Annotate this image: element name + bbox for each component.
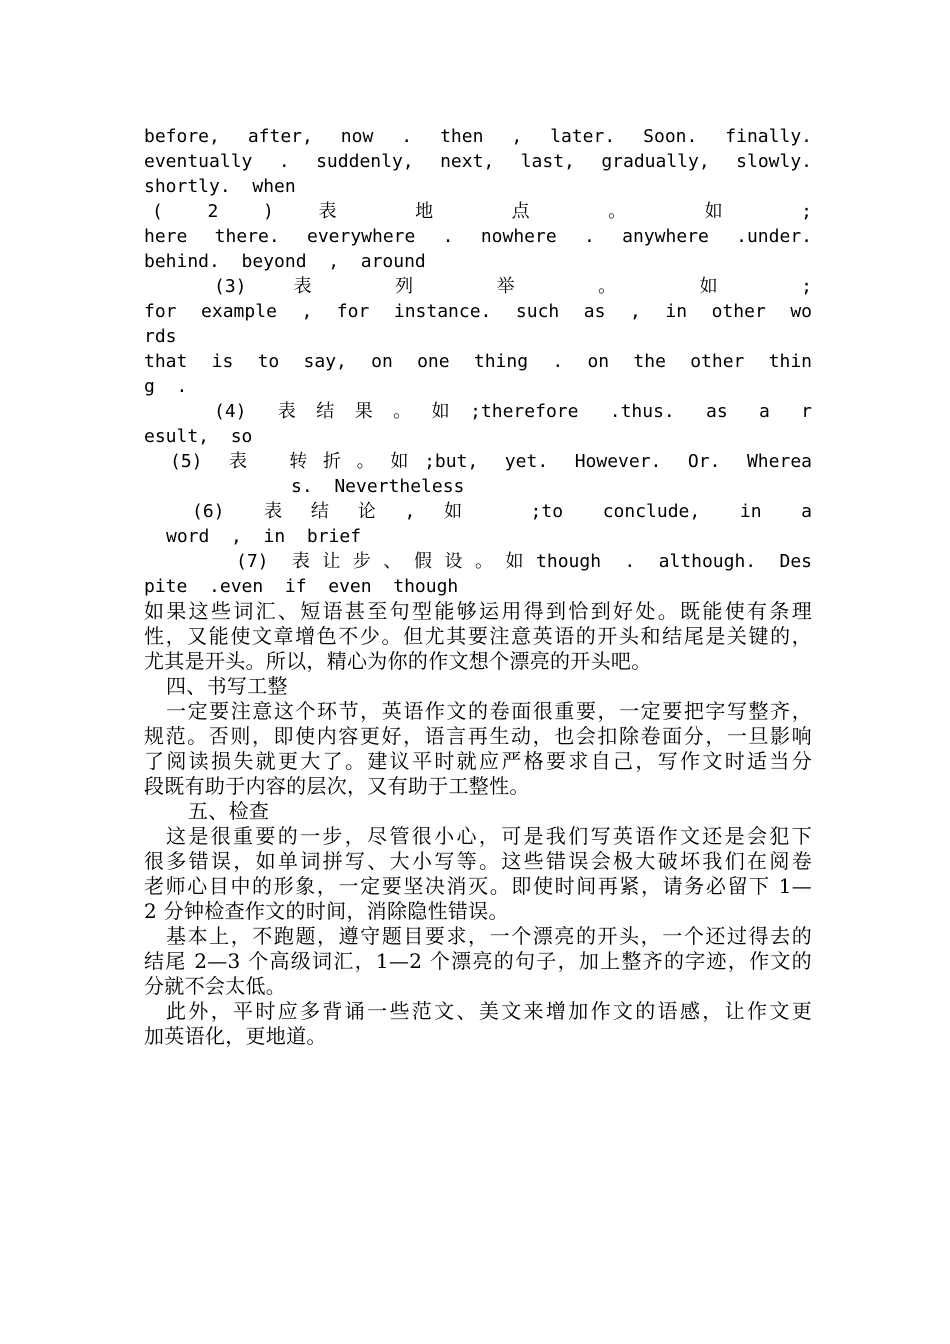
text-line: 了阅读损失就更大了。建议平时就应严格要求自己，写作文时适当分 — [144, 749, 812, 773]
text-line: here there. everywhere . nowhere . anywhere .under. — [144, 226, 812, 247]
text-line: (3) 表 列 举 。 如 ; — [214, 276, 812, 297]
text-line: 很多错误，如单词拼写、大小写等。这些错误会极大破坏我们在阅卷 — [144, 849, 812, 873]
text-line: 加英语化，更地道。 — [144, 1024, 327, 1048]
text-line: 四、书写工整 — [166, 674, 288, 698]
text-line: 基本上，不跑题，遵守题目要求，一个漂亮的开头，一个还过得去的 — [166, 924, 812, 948]
text-line: 如果这些词汇、短语甚至句型能够运用得到恰到好处。既能使有条理 — [144, 599, 812, 623]
text-line: 一定要注意这个环节，英语作文的卷面很重要，一定要把字写整齐， — [166, 699, 812, 723]
text-line: 这是很重要的一步，尽管很小心，可是我们写英语作文还是会犯下 — [166, 824, 812, 848]
text-line: for example , for instance. such as , in other wo — [144, 301, 812, 322]
text-line: esult, so — [144, 426, 253, 447]
text-line: 性，又能使文章增色不少。但尤其要注意英语的开头和结尾是关键的， — [144, 624, 812, 648]
text-line: ( 2 ) 表 地 点 。 如 ; — [152, 201, 812, 222]
text-line: (6) 表结论,如 ;to conclude, in a — [192, 501, 812, 522]
text-line: 结尾 2—3 个高级词汇，1—2 个漂亮的句子，加上整齐的字迹，作文的 — [144, 949, 812, 973]
document-body — [144, 124, 812, 1049]
text-line: (5) 表 转折。如;but, yet. However. Or. Wherea — [170, 451, 812, 472]
text-line: shortly. when — [144, 176, 296, 197]
text-line: that is to say, on one thing . on the other thin — [144, 351, 812, 372]
text-line: 规范。否则，即使内容更好，语言再生动，也会扣除卷面分，一旦影响 — [144, 724, 812, 748]
text-line: 2 分钟检查作文的时间，消除隐性错误。 — [144, 899, 509, 923]
text-line: rds — [144, 326, 177, 347]
text-line: 分就不会太低。 — [144, 974, 287, 998]
text-line: eventually . suddenly, next, last, gradually, slowly. — [144, 151, 812, 172]
text-line: pite .even if even though — [144, 576, 459, 597]
text-line: 尤其是开头。所以，精心为你的作文想个漂亮的开头吧。 — [144, 649, 652, 673]
text-line: 此外，平时应多背诵一些范文、美文来增加作文的语感，让作文更 — [166, 999, 812, 1023]
text-line: (4) 表结果。如;therefore .thus. as a r — [214, 401, 812, 422]
text-line: behind. beyond , around — [144, 251, 426, 272]
text-line: 老师心目中的形象，一定要坚决消灭。即使时间再紧，请务必留下 1— — [144, 874, 812, 898]
text-line: g . — [144, 376, 188, 397]
text-line: (7) 表让步、假设。如though . although. Des — [236, 551, 812, 572]
text-line: 段既有助于内容的层次，又有助于工整性。 — [144, 774, 530, 798]
text-line: 五、检查 — [188, 799, 270, 823]
text-line: word , in brief — [166, 526, 362, 547]
text-line: before, after, now . then , later. Soon. finally. — [144, 126, 812, 147]
text-line: s. Nevertheless — [291, 476, 465, 497]
